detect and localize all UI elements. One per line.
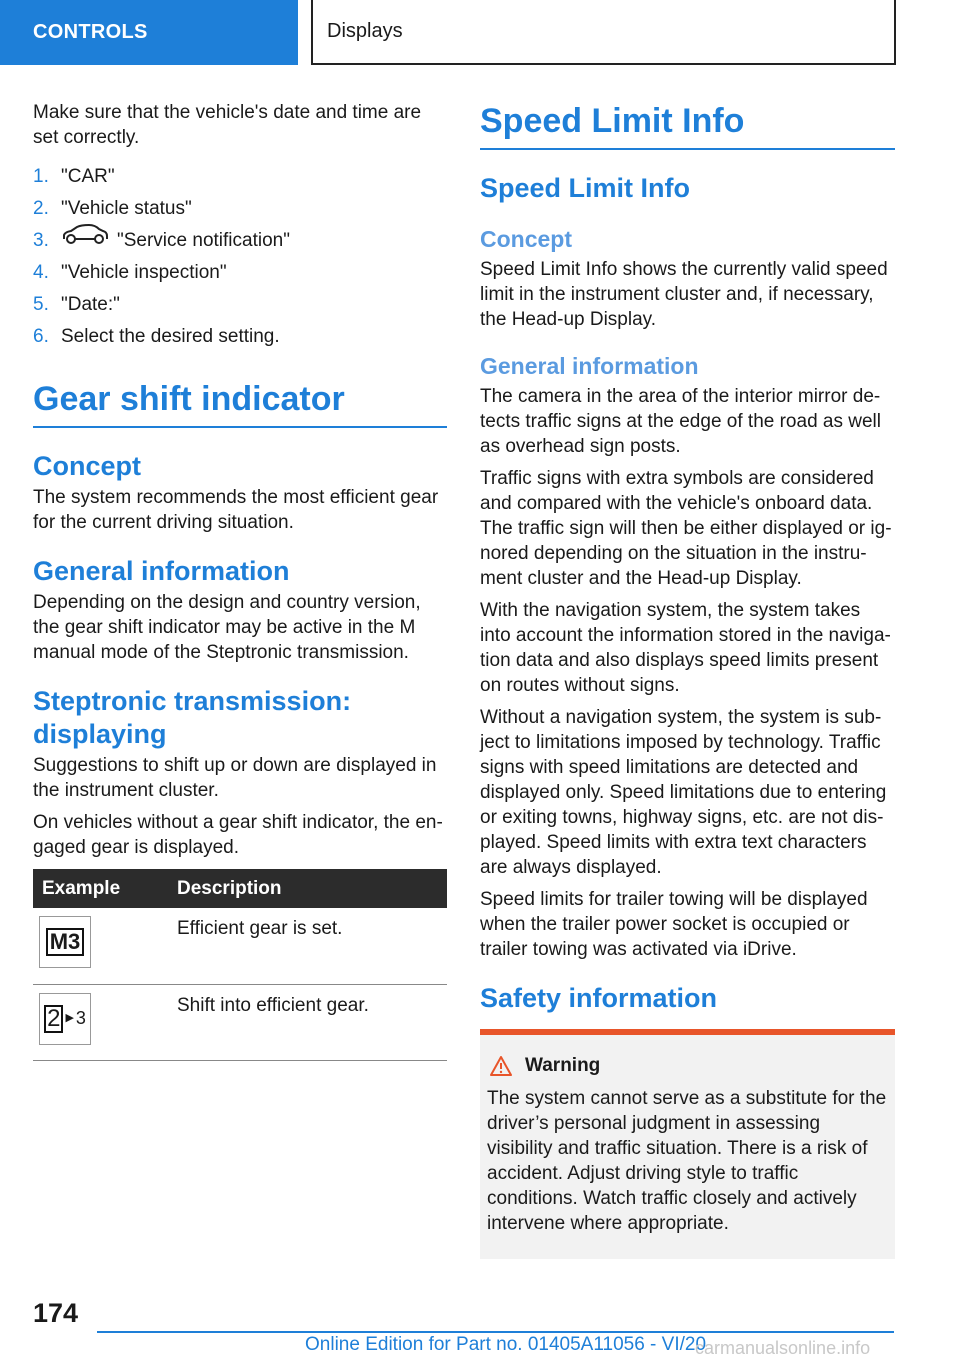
car-icon [61, 224, 109, 253]
m3-gear-indicator-icon [39, 916, 91, 968]
general-info-text: Depending on the design and country version, the gear shift indicator may be active in the M manual mode of the Steptronic transmission. [33, 592, 421, 663]
step-item [33, 292, 447, 324]
shift-to-gear: 3 [75, 1008, 86, 1028]
edition-text: Online Edition for Part no. 01405A11056 - VI/20 [305, 1334, 707, 1355]
step-text: "Service notification" [117, 230, 290, 251]
table-row [33, 984, 447, 1060]
step-text: "Vehicle status" [61, 198, 192, 219]
table-cell-description: Shift into efficient gear. [167, 984, 447, 1060]
general-info-para: The camera in the area of the interior mirror detects traffic signs at the edge of the road as well as overhead sign posts. [480, 386, 881, 457]
table-header-description: Description [167, 869, 447, 908]
step-number: 3. [33, 230, 49, 251]
section-tab[interactable] [0, 0, 298, 65]
gear-shift-title: Gear shift indicator [33, 378, 447, 428]
m3-label: M3 [46, 928, 85, 956]
speed-limit-subtitle: Speed Limit Info [480, 173, 691, 203]
step-text: Select the desired setting. [61, 326, 280, 347]
table-row [33, 908, 447, 984]
warning-text: The system cannot serve as a substitute for the driver’s personal judgment in assessing visibility and traffic situation. There is a risk of accident. Adjust driving style to traffic conditions. Watch traffic closely and actively intervene where appropriate. [487, 1088, 887, 1234]
intro-text: Make sure that the vehicle's date and time are set correctly. [33, 102, 422, 148]
step-text: "CAR" [61, 166, 115, 187]
step-item [33, 260, 447, 292]
general-info-para: With the navigation system, the system takes into account the information stored in the navigation data and also displays speed limits present on routes without signs. [480, 600, 891, 696]
section-label: CONTROLS [33, 21, 148, 43]
gear-indicator-table [33, 869, 447, 1061]
concept-heading: Concept [480, 226, 572, 252]
warning-triangle-icon [489, 1055, 513, 1077]
shift-up-indicator-icon [39, 993, 91, 1045]
step-number: 1. [33, 166, 49, 187]
steptronic-text-2: On vehicles without a gear shift indicator, the engaged gear is displayed. [33, 812, 443, 858]
shift-from-gear: 2 [44, 1005, 63, 1033]
steps-list [33, 164, 447, 356]
warning-box [480, 1029, 895, 1259]
step-number: 6. [33, 326, 49, 347]
step-text: "Date:" [61, 294, 120, 315]
step-item [33, 196, 447, 228]
page-number: 174 [33, 1298, 79, 1328]
step-item [33, 324, 447, 356]
chapter-label: Displays [327, 20, 403, 42]
table-cell-description: Efficient gear is set. [167, 908, 447, 984]
table-header-example: Example [33, 869, 167, 908]
general-info-para: Without a navigation system, the system is subject to limitations imposed by technology. Traffic signs with speed limitations are detected and displayed only. Speed limitations due to entering or exiting towns, highway signs, etc. are not displayed. Speed limits with extra text characters are always displayed. [480, 707, 887, 878]
concept-heading: Concept [33, 451, 141, 481]
step-text: "Vehicle inspection" [61, 262, 227, 283]
step-number: 2. [33, 198, 49, 219]
general-info-para: Traffic signs with extra symbols are considered and compared with the vehicle's onboard data. The traffic sign will then be either displayed or ignored depending on the situation in the instrument cluster and the Head-up Display. [480, 468, 892, 589]
step-item [33, 164, 447, 196]
left-column [33, 100, 447, 1061]
concept-text: Speed Limit Info shows the currently valid speed limit in the instrument cluster and, if necessary, the Head-up Display. [480, 259, 888, 330]
speed-limit-title: Speed Limit Info [480, 100, 895, 150]
safety-info-heading: Safety information [480, 983, 718, 1013]
step-item [33, 228, 447, 260]
steptronic-heading: Steptronic transmission: displaying [33, 686, 352, 749]
chapter-tab[interactable] [311, 0, 896, 65]
footer-divider [97, 1331, 894, 1333]
watermark: carmanualsonline.info [695, 1338, 871, 1358]
step-number: 4. [33, 262, 49, 283]
concept-text: The system recommends the most efficient gear for the current driving situation. [33, 487, 439, 533]
right-column [480, 100, 895, 1259]
general-info-para: Speed limits for trailer towing will be displayed when the trailer power socket is occupied or trailer towing was activated via iDrive. [480, 889, 868, 960]
arrow-right-icon: ▶ [65, 1012, 74, 1024]
step-number: 5. [33, 294, 49, 315]
steptronic-text-1: Suggestions to shift up or down are displayed in the instrument cluster. [33, 755, 437, 801]
warning-title: Warning [525, 1055, 601, 1076]
general-info-heading: General information [480, 353, 699, 379]
general-info-heading: General information [33, 556, 290, 586]
